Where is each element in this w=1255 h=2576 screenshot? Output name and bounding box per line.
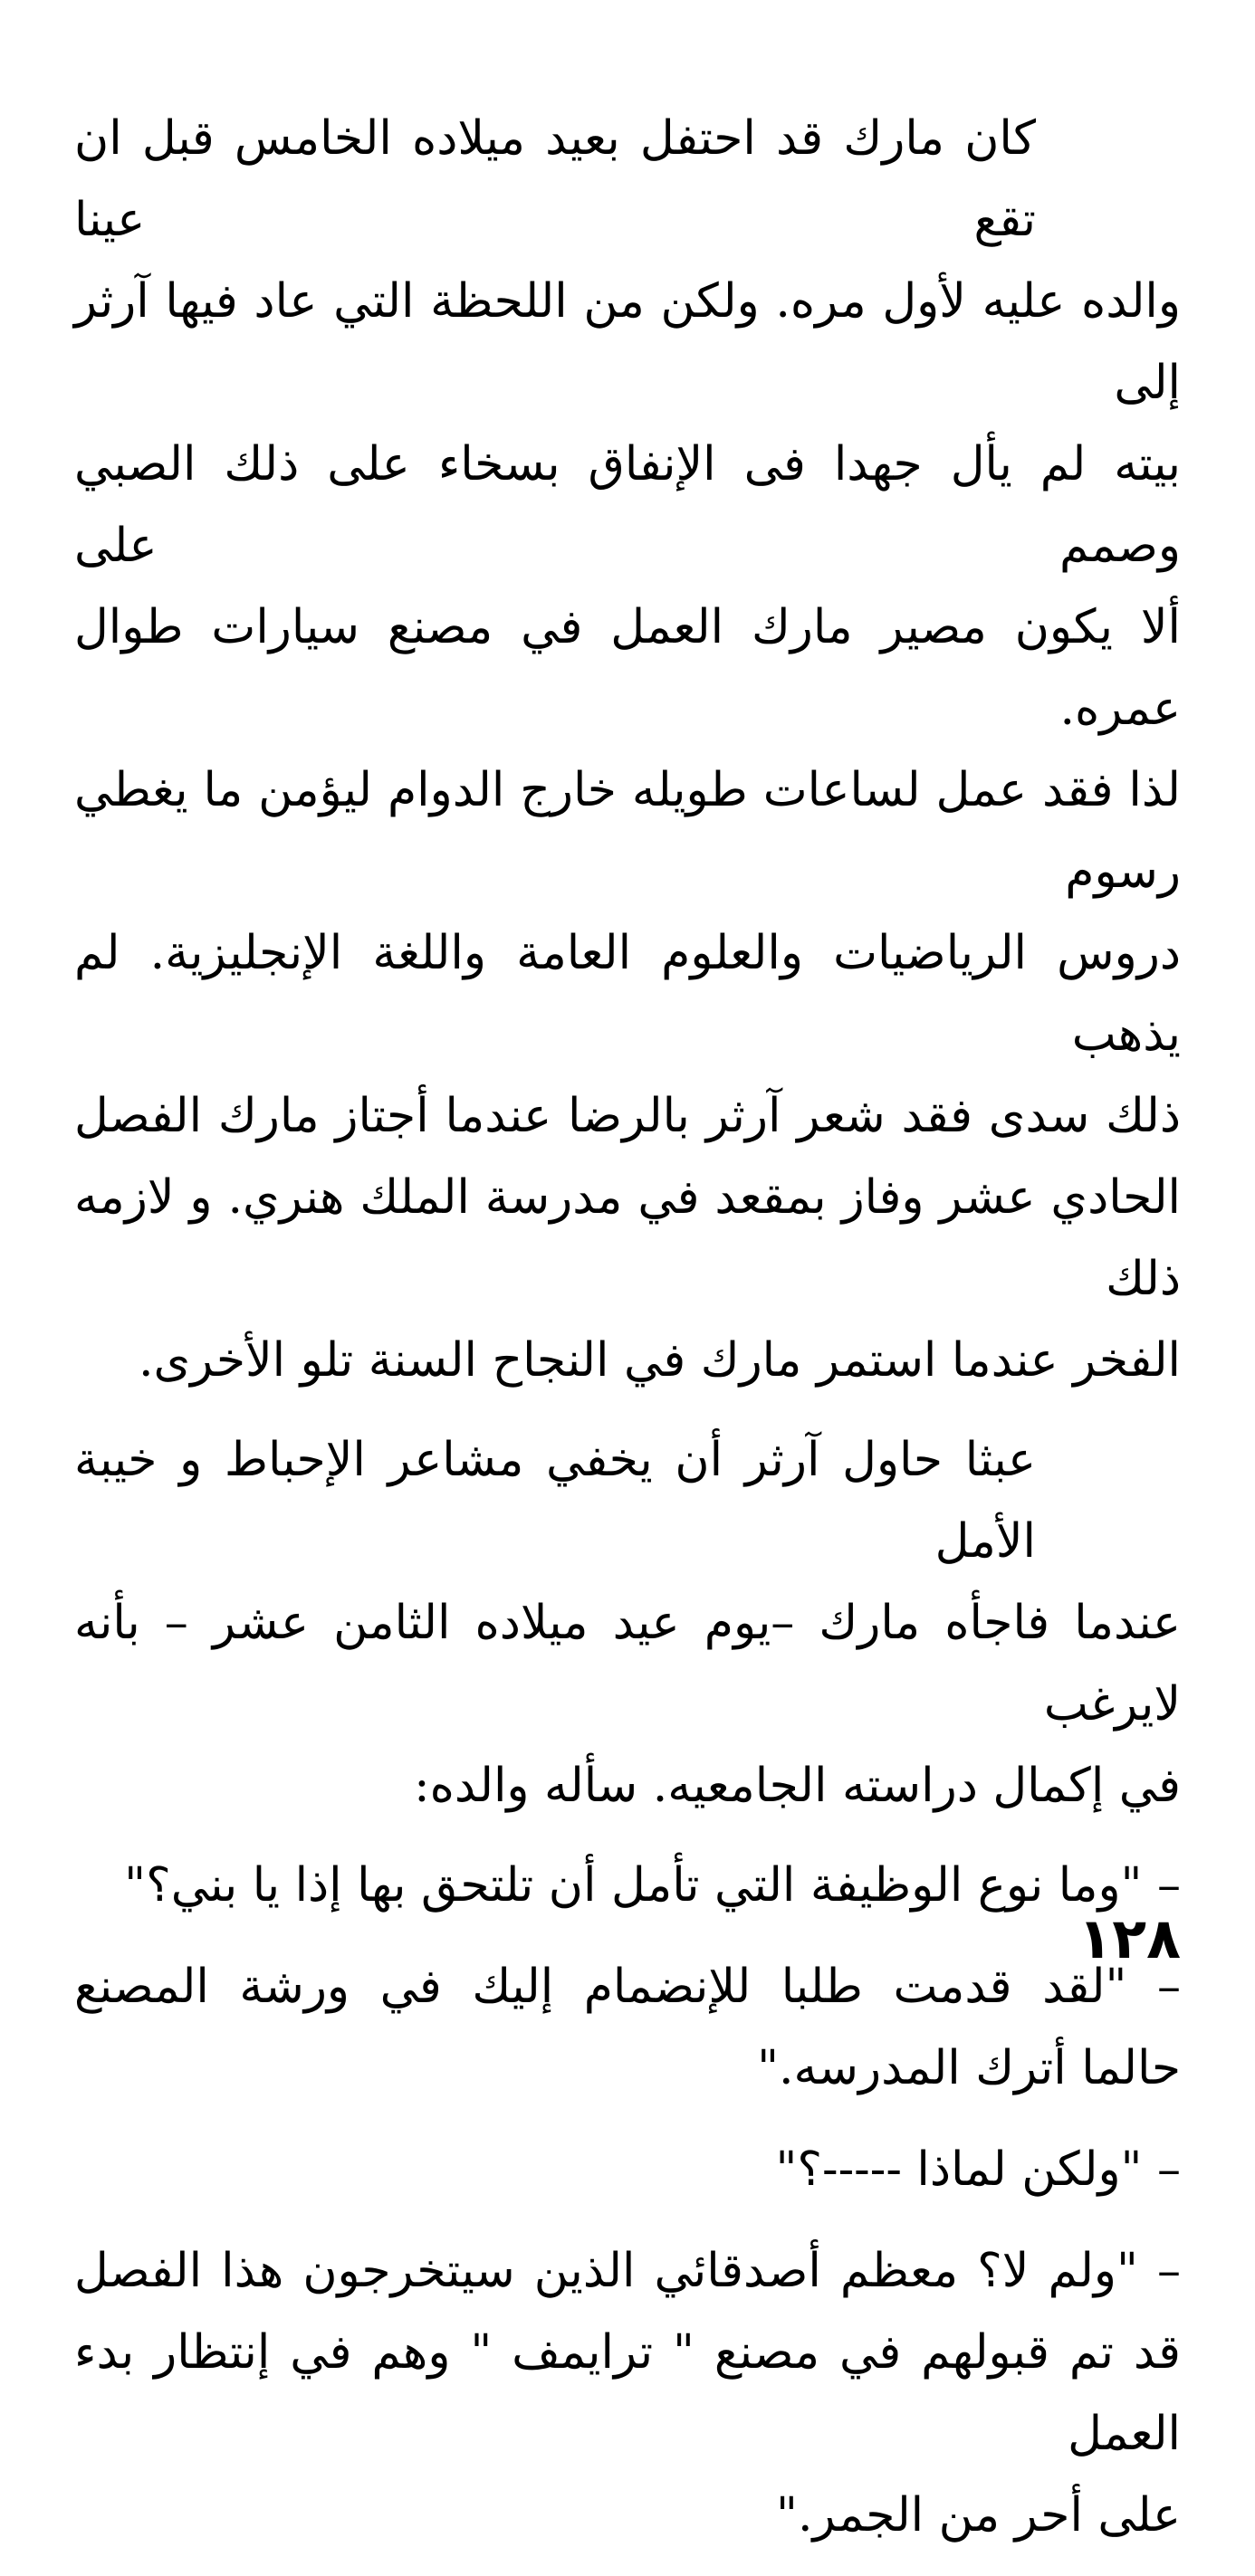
page-number: ١٢٨ xyxy=(1078,1905,1181,1971)
dialogue-line xyxy=(74,2230,1181,2556)
dialogue-line xyxy=(74,1946,1181,2109)
text-line: في إكمال دراسته الجامعيه. سأله والده: xyxy=(414,1759,1181,1813)
text-line: دروس الرياضيات والعلوم العامة واللغة الإنجليزية. لم يذهب xyxy=(74,926,1181,1062)
dialogue-line xyxy=(74,1845,1181,1926)
text-line: والده عليه لأول مره. ولكن من اللحظة التي عاد فيها آرثر إلى xyxy=(74,274,1181,410)
book-page-body xyxy=(74,98,1181,2576)
text-line: ذلك سدى فقد شعر آرثر بالرضا عندما أجتاز مارك الفصل xyxy=(74,1089,1181,1143)
text-line: الفخر عندما استمر مارك في النجاح السنة تلو الأخرى. xyxy=(138,1333,1181,1388)
text-line: حالما أترك المدرسه." xyxy=(757,2041,1181,2095)
text-line: قد تم قبولهم في مصنع " ترايمف " وهم في إنتظار بدء العمل xyxy=(74,2325,1181,2461)
text-line: بيته لم يأل جهدا فى الإنفاق بسخاء على ذلك الصبي وصمم على xyxy=(74,437,1181,573)
text-line: كان مارك قد احتفل بعيد ميلاده الخامس قبل ان تقع عينا xyxy=(74,111,1036,247)
text-line: الحادي عشر وفاز بمقعد في مدرسة الملك هنري. و لازمه ذلك xyxy=(74,1170,1181,1306)
text-line: – "وما نوع الوظيفة التي تأمل أن تلتحق بها إذا يا بني؟" xyxy=(124,1858,1181,1913)
text-line: – "ولم لا؟ معظم أصدقائي الذين سيتخرجون هذا الفصل xyxy=(74,2244,1181,2298)
dialogue-line xyxy=(74,2129,1181,2210)
text-line: ألا يكون مصير مارك العمل في مصنع سيارات طوال عمره. xyxy=(74,600,1181,736)
paragraph-mark-childhood xyxy=(74,98,1181,1401)
text-line: – "ولكن لماذا -----؟" xyxy=(775,2142,1181,2197)
text-line: عندما فاجأه مارك –يوم عيد ميلاده الثامن عشر – بأنه لايرغب xyxy=(74,1596,1181,1732)
text-line: لذا فقد عمل لساعات طويله خارج الدوام ليؤمن ما يغطي رسوم xyxy=(74,763,1181,899)
text-line: على أحر من الجمر." xyxy=(776,2488,1181,2543)
text-line: عبثا حاول آرثر أن يخفي مشاعر الإحباط و خيبة الأمل xyxy=(74,1433,1036,1569)
text-line: – "لقد قدمت طلبا للإنضمام إليك في ورشة المصنع xyxy=(74,1960,1181,2014)
paragraph-arthur-disappointment xyxy=(74,1419,1181,1827)
